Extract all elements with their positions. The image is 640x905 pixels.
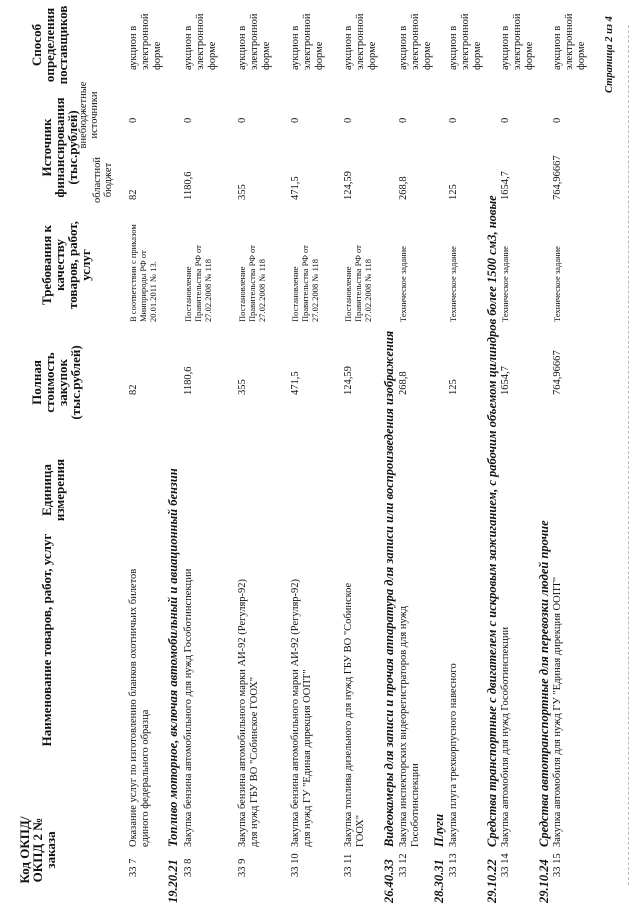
item-requirements: Постановление Правительства РФ от 27.02.2008 № 118 — [183, 245, 213, 322]
item-name: Закупка автомобиля для нужд Гособотинспекции — [500, 626, 511, 847]
item-requirements: В соответствии с приказом Минприроды РФ от 20.01.2011 № 13. — [128, 224, 158, 322]
section-code: 19.20.21 — [166, 859, 180, 903]
item-requirements: Техническое задание — [398, 246, 408, 322]
item-regional: 1654,7 — [500, 171, 511, 200]
section-code: 29.10.22 — [485, 859, 499, 903]
item-name: Закупка топлива дизельного для нужд ГБУ ВО "Собинское ГООХ" — [343, 582, 366, 847]
section-title: Топливо моторное, включая автомобильный и авиационный бензин — [166, 468, 180, 847]
item-offbudget: 0 — [290, 117, 301, 123]
section-title: Средства транспортные с двигателем с искровым зажиганием, с рабочим объемом цилиндров более 1500 см3, новые — [485, 195, 499, 847]
section-title: Плуги — [432, 813, 446, 847]
header-code: Код ОКПД/ ОКПД 2 № заказа — [17, 816, 58, 884]
item-name: Закупка бензина автомобильного для нужд Гособотинспекции — [183, 568, 194, 847]
item-offbudget: 0 — [128, 117, 139, 123]
section-code: 26.40.33 — [382, 859, 396, 903]
order-number: 33 10 — [290, 853, 301, 877]
item-regional: 268,8 — [398, 176, 409, 200]
page-footer: Страница 2 из 4 — [604, 16, 615, 93]
item-cost: 1180,6 — [183, 366, 194, 395]
item-regional: 82 — [128, 189, 139, 200]
item-offbudget: 0 — [237, 117, 248, 123]
item-method: аукцион в электронной форме — [343, 13, 378, 70]
item-name: Закупка инспекторских видеорегистраторов для нужд Гособотинспекции — [398, 605, 421, 847]
section-code: 29.10.24 — [537, 859, 551, 903]
item-name: Закупка бензина автомобильного марки АИ-92 (Регуляр-92) для нужд ГУ "Единая дирекция ООПТ" — [290, 578, 313, 847]
order-number: 33 9 — [237, 858, 248, 877]
item-offbudget: 0 — [552, 117, 563, 123]
item-regional: 124,59 — [343, 171, 354, 200]
item-method: аукцион в электронной форме — [500, 13, 535, 70]
item-cost: 124,59 — [343, 366, 354, 395]
item-offbudget: 0 — [398, 117, 409, 123]
item-name: Оказание услуг по изготовлению бланков охотничьих билетов единого федерального образца — [128, 568, 151, 847]
item-offbudget: 0 — [500, 117, 511, 123]
header-source-offbudget: внебюджетные источники — [78, 81, 100, 149]
header-source-regional: областной бюджет — [92, 157, 114, 203]
header-name: Наименование товаров, работ, услуг — [39, 533, 54, 747]
item-requirements: Техническое задание — [448, 246, 458, 322]
item-method: аукцион в электронной форме — [183, 13, 218, 70]
order-number: 33 12 — [398, 853, 409, 877]
item-regional: 1180,6 — [183, 171, 194, 200]
order-number: 33 11 — [343, 853, 354, 877]
header-unit: Единица измерения — [39, 458, 67, 522]
item-cost: 471,5 — [290, 371, 301, 395]
order-number: 33 13 — [448, 853, 459, 877]
item-offbudget: 0 — [448, 117, 459, 123]
item-regional: 125 — [448, 184, 459, 200]
item-method: аукцион в электронной форме — [398, 13, 433, 70]
header-cost: Полная стоимость закупок (тыс.рублей) — [29, 345, 83, 420]
item-cost: 764,96667 — [552, 350, 563, 395]
section-title: Видеокамеры для записи и прочая аппаратура для записи или воспроизведения изображения — [382, 330, 396, 847]
item-regional: 764,96667 — [552, 155, 563, 200]
item-method: аукцион в электронной форме — [128, 13, 163, 70]
order-number: 33 15 — [552, 853, 563, 877]
item-method: аукцион в электронной форме — [552, 13, 587, 70]
header-requirements: Требования к качеству товаров, работ, услуг — [39, 221, 93, 309]
item-requirements: Постановление Правительства РФ от 27.02.2008 № 118 — [290, 245, 320, 322]
item-method: аукцион в электронной форме — [290, 13, 325, 70]
item-requirements: Техническое задание — [500, 246, 510, 322]
section-title: Средства автотранспортные для перевозки людей прочие — [537, 520, 551, 847]
item-name: Закупка бензина автомобильного марки АИ-92 (Регуляр-92) для нужд ГБУ ВО "Собинское ГООХ" — [237, 578, 260, 847]
item-requirements: Постановление Правительства РФ от 27.02.2008 № 118 — [237, 245, 267, 322]
item-name: Закупка плуга трехкорпусного навесного — [448, 663, 459, 847]
item-cost: 82 — [128, 384, 139, 395]
item-requirements: Техническое задание — [552, 246, 562, 322]
order-number: 33 7 — [128, 858, 139, 877]
scan-rule — [628, 25, 629, 885]
header-method: Способ определения поставщиков — [29, 5, 70, 85]
item-name: Закупка автомобиля для нужд ГУ "Единая дирекция ООПТ" — [552, 576, 563, 847]
item-cost: 1654,7 — [500, 366, 511, 395]
item-requirements: Постановление Правительства РФ от 27.02.2008 № 118 — [343, 245, 373, 322]
item-cost: 268,8 — [398, 371, 409, 395]
item-offbudget: 0 — [183, 117, 194, 123]
item-regional: 355 — [237, 184, 248, 200]
order-number: 33 14 — [500, 853, 511, 877]
item-regional: 471,5 — [290, 176, 301, 200]
item-method: аукцион в электронной форме — [448, 13, 483, 70]
order-number: 33 8 — [183, 858, 194, 877]
section-code: 28.30.31 — [432, 859, 446, 903]
item-cost: 355 — [237, 379, 248, 395]
item-cost: 125 — [448, 379, 459, 395]
item-offbudget: 0 — [343, 117, 354, 123]
item-method: аукцион в электронной форме — [237, 13, 272, 70]
header-source: Источник финансирования (тыс.рублей) — [39, 97, 80, 198]
